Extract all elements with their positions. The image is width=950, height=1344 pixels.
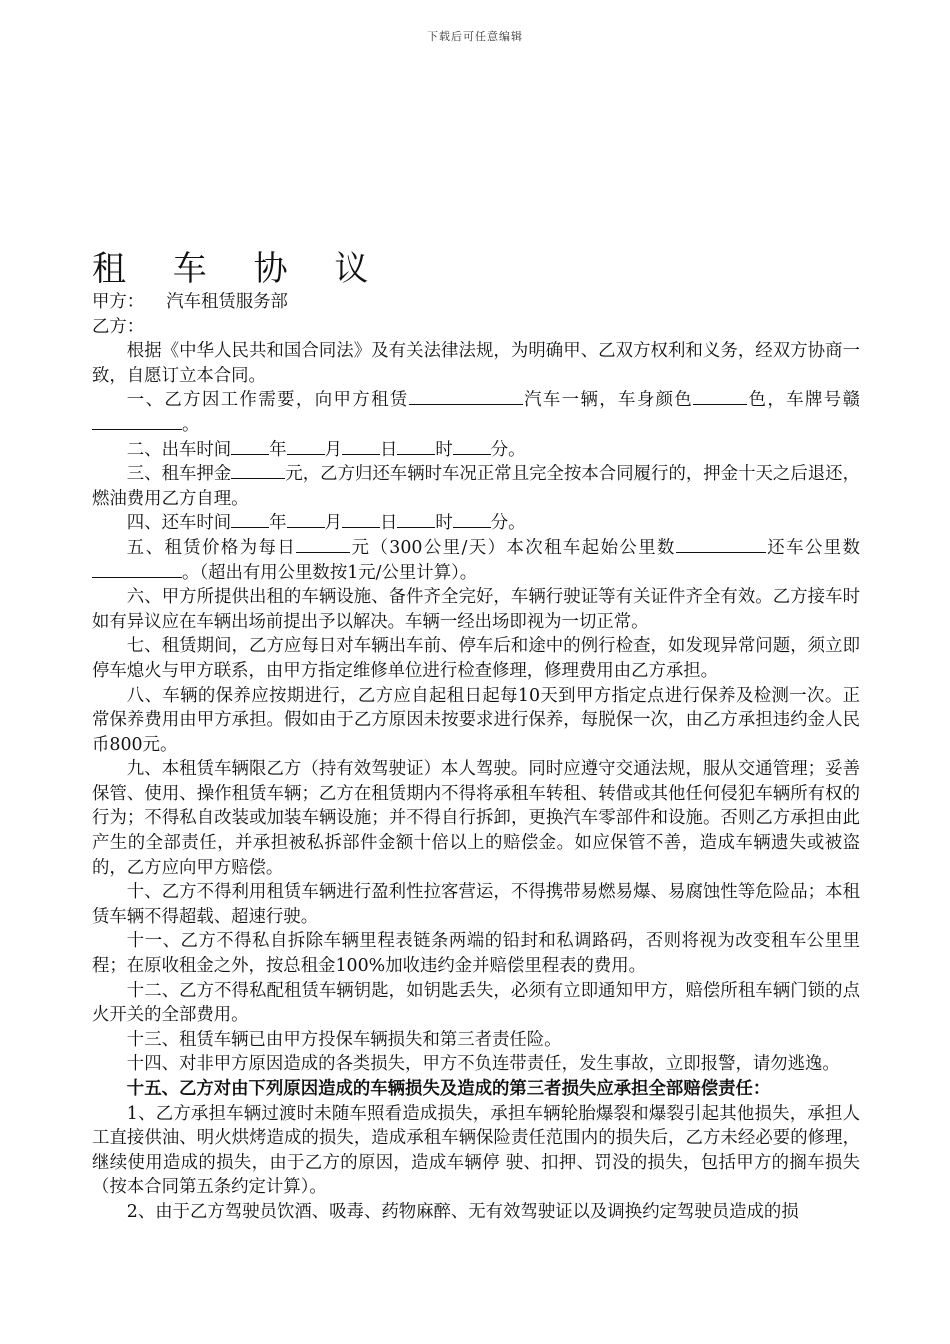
start-mileage-blank[interactable] [676,536,766,553]
page-header-note: 下载后可任意编辑 [427,30,523,43]
daily-price-blank[interactable] [296,536,350,553]
clause-2-month: 月 [324,439,342,460]
clause-1-text-b: 汽车一辆，车身颜色 [522,390,694,411]
clause-1-text-c: 色，车牌号赣 [747,390,860,411]
deposit-blank[interactable] [231,462,285,479]
return-day-blank[interactable] [342,511,380,528]
clause-2-year: 年 [269,439,287,460]
clause-5-text-d: 。（超出有用公里数按1元/公里计算）。 [182,562,478,583]
document-title: 租 车 协 议 [92,248,387,289]
clause-15-heading: 十五、乙方对由下列原因造成的车辆损失及造成的第三者损失应承担全部赔偿责任： [126,1079,771,1099]
party-a-line [92,290,860,315]
clause-1-text-d: 。 [182,414,200,435]
clause-15-item-1: 1、乙方承担车辆过渡时未随车照看造成损失，承担车辆轮胎爆裂和爆裂引起其他损失，承担人工直接供油、明火烘烤造成的损失，造成承租车辆保险责任范围内的损失后，乙方未经必要的修理，继续使用造成的损失，由于乙方的原因，造成车辆停 驶、扣押、罚没的损失，包括甲方的搁车损失（按本合同第五条约定计算）。 [92,1103,860,1198]
return-hour-blank[interactable] [397,511,435,528]
plate-number-blank[interactable] [92,413,182,430]
pickup-month-blank[interactable] [287,438,325,455]
clause-5-text-a: 五、租赁价格为每日 [126,537,297,558]
return-month-blank[interactable] [287,511,325,528]
party-b-line [92,315,860,340]
clause-4-year: 年 [269,513,287,534]
clause-2 [92,438,860,463]
pickup-minute-blank[interactable] [453,438,491,455]
clause-6: 六、甲方所提供出租的车辆设施、备件齐全完好，车辆行驶证等有关证件齐全有效。乙方接车时如有异议应在车辆出场前提出予以解决。车辆一经出场即视为一切正常。 [92,587,860,632]
clause-13: 十三、租赁车辆已由甲方投保车辆损失和第三者责任险。 [126,1029,562,1050]
clause-1-text-a: 一、乙方因工作需要，向甲方租赁 [126,390,409,411]
clause-3 [92,462,860,511]
clause-11: 十一、乙方不得私自拆除车辆里程表链条两端的铅封和私调路码，否则将视为改变租车公里里程；在原收租金之外，按总租金100%加收违约金并赔偿里程表的费用。 [92,931,860,977]
party-a-value: 汽车租赁服务部 [166,292,288,312]
clause-7: 七、租赁期间，乙方应每日对车辆出车前、停车后和途中的例行检查，如发现异常问题，须立即停车熄火与甲方联系，由甲方指定维修单位进行检查修理，修理费用由乙方承担。 [92,636,860,681]
pickup-hour-blank[interactable] [397,438,435,455]
party-b-label: 乙方： [92,316,145,337]
clause-2-day: 日 [379,439,398,460]
clause-5 [92,536,860,585]
clause-9: 九、本租赁车辆限乙方（持有效驾驶证）本人驾驶。同时应遵守交通法规，服从交通管理；妥善保管、使用、操作租赁车辆；乙方在租赁期内不得将承租车转租、转借或其他任何侵犯车辆所有权的行为；不得私自改装或加装车辆设施；并不得自行拆卸，更换汽车零部件和设施。否则乙方承担由此产生的全部责任，并承担被私拆部件金额十倍以上的赔偿金。如应保管不善，造成车辆遗失或被盗的，乙方应向甲方赔偿。 [92,759,860,878]
clause-4-hour: 时 [435,513,453,534]
clause-4-text-a: 四、还车时间 [126,513,232,534]
car-model-blank[interactable] [409,388,523,405]
clause-14: 十四、对非甲方原因造成的各类损失，甲方不负连带责任，发生事故，立即报警，请勿逃逸。 [126,1054,840,1075]
clause-12: 十二、乙方不得私配租赁车辆钥匙，如钥匙丢失，必须有立即通知甲方，赔偿所租车辆门锁的点火开关的全部费用。 [92,980,860,1026]
intro-paragraph: 根据《中华人民共和国合同法》及有关法律法规，为明确甲、乙双方权利和义务，经双方协商一致，自愿订立本合同。 [92,341,860,386]
clause-15-item-2: 2、由于乙方驾驶员饮酒、吸毒、药物麻醉、无有效驾驶证以及调换约定驾驶员造成的损 [126,1201,799,1222]
clause-4 [92,511,860,536]
car-color-blank[interactable] [693,388,747,405]
return-year-blank[interactable] [231,511,269,528]
clause-5-text-b: 元（300公里/天）本次租车起始公里数 [350,537,676,558]
pickup-year-blank[interactable] [231,438,269,455]
pickup-day-blank[interactable] [342,438,380,455]
clause-5-text-c: 还车公里数 [765,537,860,558]
return-minute-blank[interactable] [453,511,491,528]
clause-3-text-a: 三、租车押金 [126,464,232,485]
clause-2-minute: 分。 [490,439,526,460]
clause-8: 八、车辆的保养应按期进行，乙方应自起租日起每10天到甲方指定点进行保养及检测一次。正常保养费用由甲方承担。假如由于乙方原因未按要求进行保养，每脱保一次，由乙方承担违约金人民币800元。 [92,685,860,755]
clause-4-month: 月 [324,513,342,534]
clause-4-day: 日 [379,513,398,534]
contract-body [92,290,860,1225]
party-a-label: 甲方： [92,292,145,312]
clause-2-hour: 时 [435,439,453,460]
clause-1 [92,388,860,437]
clause-10: 十、乙方不得利用租赁车辆进行盈利性拉客营运，不得携带易燃易爆、易腐蚀性等危险品；本租赁车辆不得超载、超速行驶。 [92,882,860,927]
clause-2-text-a: 二、出车时间 [126,439,232,460]
clause-4-minute: 分。 [490,513,526,534]
return-mileage-blank[interactable] [92,561,182,578]
clause-3-text-b: 元，乙方归还车辆时车况正常且完全按本合同履行的，押金十天之后退还，燃油费用乙方自理。 [92,464,860,509]
